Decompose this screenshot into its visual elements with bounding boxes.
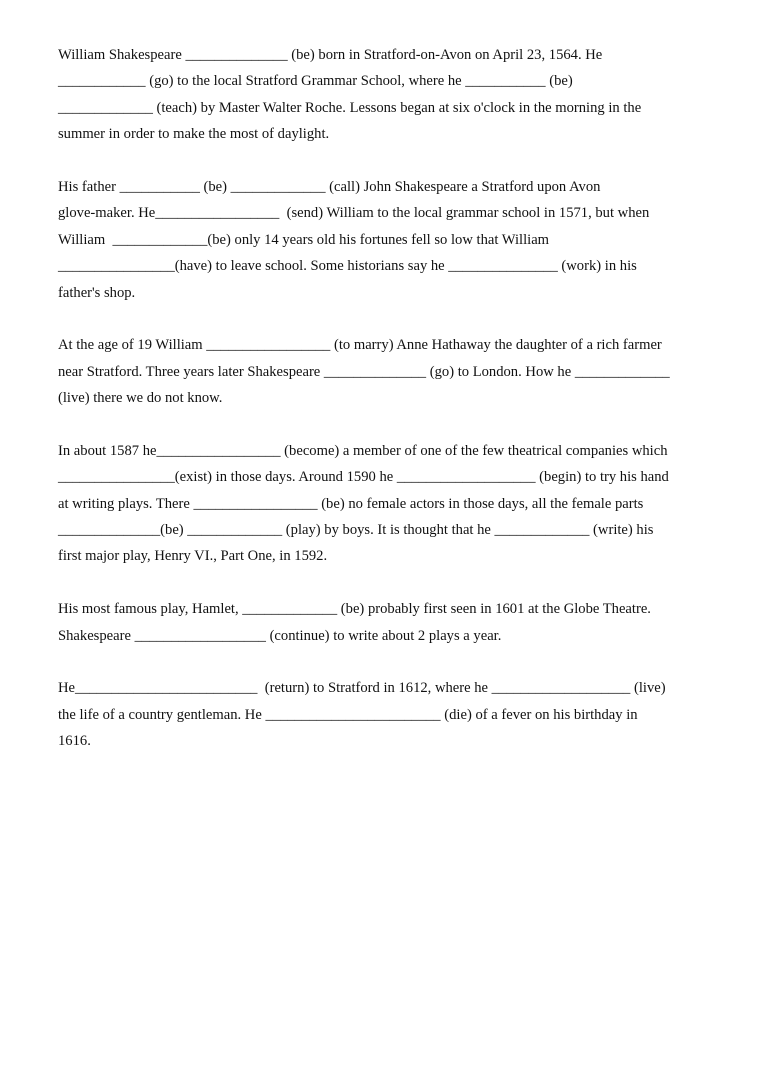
text-line: At the age of 19 William _________________ (to marry) Anne Hathaway the daughter of a rich farmer	[58, 337, 662, 354]
text-line: Shakespeare __________________ (continue) to write about 2 plays a year.	[58, 627, 502, 644]
paragraph-spacer	[58, 306, 713, 332]
paragraph-hamlet	[58, 596, 713, 649]
text-line: ____________ (go) to the local Stratford Grammar School, where he ___________ (be)	[58, 73, 573, 90]
paragraph-marriage	[58, 332, 713, 411]
text-line: His father ___________ (be) _____________ (call) John Shakespeare a Stratford upon Avon	[58, 178, 601, 195]
text-line: summer in order to make the most of daylight.	[58, 126, 330, 143]
text-line: glove-maker. He_________________ (send) William to the local grammar school in 1571, but when	[58, 205, 650, 222]
text-line: near Stratford. Three years later Shakespeare ______________ (go) to London. How he _____________	[58, 363, 670, 380]
text-line: 1616.	[58, 733, 91, 750]
text-line: William _____________(be) only 14 years old his fortunes fell so low that William	[58, 231, 550, 248]
paragraph-spacer	[58, 649, 713, 675]
text-line: _____________ (teach) by Master Walter Roche. Lessons began at six o'clock in the morning in the	[58, 99, 642, 116]
text-line: father's shop.	[58, 284, 136, 301]
text-line: In about 1587 he_________________ (become) a member of one of the few theatrical companies which	[58, 442, 668, 459]
text-line: ______________(be) _____________ (play) by boys. It is thought that he _____________ (write) his	[58, 522, 654, 539]
paragraph-spacer	[58, 570, 713, 596]
text-line: (live) there we do not know.	[58, 390, 223, 407]
text-line: first major play, Henry VI., Part One, in 1592.	[58, 548, 328, 565]
paragraph-spacer	[58, 411, 713, 437]
text-line: at writing plays. There _________________ (be) no female actors in those days, all the female parts	[58, 495, 644, 512]
text-line: William Shakespeare ______________ (be) born in Stratford-on-Avon on April 23, 1564. He	[58, 47, 603, 63]
text-line: the life of a country gentleman. He ________________________ (die) of a fever on his birthday in	[58, 706, 638, 723]
text-line: ________________(exist) in those days. Around 1590 he ___________________ (begin) to try his hand	[58, 469, 669, 486]
worksheet-text	[58, 42, 713, 755]
paragraph-return	[58, 675, 713, 754]
text-line: ________________(have) to leave school. Some historians say he _______________ (work) in his	[58, 258, 637, 275]
text-line: He_________________________ (return) to Stratford in 1612, where he ___________________ (live)	[58, 680, 666, 697]
paragraph-father	[58, 174, 713, 306]
text-line: His most famous play, Hamlet, _____________ (be) probably first seen in 1601 at the Globe Theatre.	[58, 601, 651, 618]
paragraph-theatre	[58, 438, 713, 570]
paragraph-birth-and-school	[58, 42, 713, 148]
paragraph-spacer	[58, 148, 713, 174]
